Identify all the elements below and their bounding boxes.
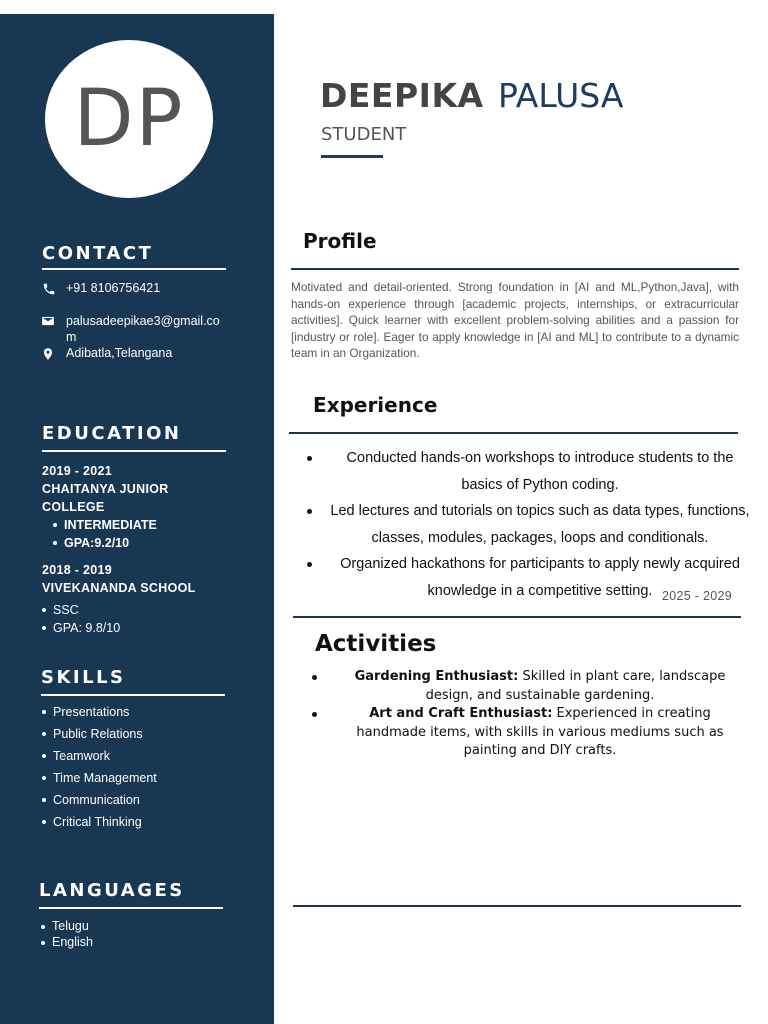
skills-rule [41, 694, 225, 696]
phone-icon [42, 282, 56, 296]
skills-list [41, 703, 157, 835]
list-item: GPA: 9.8/10 [41, 619, 120, 637]
role-title: STUDENT [321, 124, 407, 145]
email-icon [41, 314, 55, 328]
list-item: Time Management [41, 769, 157, 791]
location-pin-icon [41, 347, 55, 361]
languages-list [40, 918, 93, 950]
list-item: Public Relations [41, 725, 157, 747]
languages-heading: LANGUAGES [39, 880, 185, 901]
list-item: English [40, 934, 93, 950]
profile-rule [291, 268, 739, 270]
education-school-2: VIVEKANANDA SCHOOL [42, 581, 196, 595]
avatar [45, 40, 213, 198]
skills-heading: SKILLS [41, 667, 126, 688]
contact-phone[interactable]: +91 8106756421 [66, 281, 161, 295]
experience-bottom-rule [293, 616, 741, 618]
list-item: Conducted hands-on workshops to introduce students to the basics of Python coding. [300, 445, 752, 498]
education-items-1 [52, 516, 157, 552]
list-item: Organized hackathons for participants to apply newly acquired knowledge in a competitive setting. [300, 551, 752, 604]
list-item: GPA:9.2/10 [52, 534, 157, 552]
experience-dates: 2025 - 2029 [662, 589, 733, 603]
list-item: Presentations [41, 703, 157, 725]
activity-label: Art and Craft Enthusiast: [369, 706, 553, 722]
activities-list [306, 668, 744, 761]
education-rule [42, 450, 226, 452]
list-item: Telugu [40, 918, 93, 934]
experience-list [300, 445, 752, 604]
education-years-1: 2019 - 2021 [42, 464, 113, 478]
list-item: Critical Thinking [41, 813, 157, 835]
experience-rule [289, 432, 738, 434]
activity-label: Gardening Enthusiast: [354, 669, 519, 684]
education-school-1-line1: CHAITANYA JUNIOR [42, 482, 169, 496]
education-heading: EDUCATION [42, 423, 182, 444]
education-items-2 [41, 601, 120, 637]
sidebar [0, 14, 274, 1024]
role-underline [321, 155, 383, 158]
profile-heading: Profile [303, 229, 377, 253]
activities-bottom-rule [293, 905, 741, 907]
contact-location: Adibatla,Telangana [66, 346, 173, 360]
experience-heading: Experience [313, 393, 438, 417]
contact-email-line1[interactable]: palusadeepikae3@gmail.co [66, 314, 220, 328]
contact-rule [42, 268, 226, 270]
first-name: DEEPIKA [320, 76, 484, 115]
list-item [306, 668, 744, 705]
contact-email-line2[interactable]: m [66, 330, 77, 344]
list-item: Led lectures and tutorials on topics such as data types, functions, classes, modules, packages, loops and conditionals. [300, 498, 752, 551]
activities-heading: Activities [315, 631, 437, 657]
last-name: PALUSA [498, 76, 624, 115]
education-years-2: 2018 - 2019 [42, 563, 113, 577]
languages-rule [39, 907, 223, 909]
activity-text: Experienced in creating handmade items, with skills in various mediums such as painting and DIY crafts. [356, 706, 724, 759]
list-item: SSC [41, 601, 120, 619]
list-item: Communication [41, 791, 157, 813]
profile-text: Motivated and detail-oriented. Strong foundation in [AI and ML,Python,Java], with hands-on experience through [academic projects, internships, or extracurricular activities]. Quick learner with excellent problem-solving abilities and a passion for [industry or role]. Eager to apply knowledge in [AI and ML] to contribute to a dynamic team in an Organization. [291, 280, 739, 361]
list-item: Teamwork [41, 747, 157, 769]
education-school-1-line2: COLLEGE [42, 500, 105, 514]
list-item: INTERMEDIATE [52, 516, 157, 534]
activity-text: Skilled in plant care, landscape design, and sustainable gardening. [425, 669, 726, 703]
contact-heading: CONTACT [42, 243, 154, 264]
list-item [306, 705, 744, 761]
avatar-initials: DP [73, 74, 185, 164]
